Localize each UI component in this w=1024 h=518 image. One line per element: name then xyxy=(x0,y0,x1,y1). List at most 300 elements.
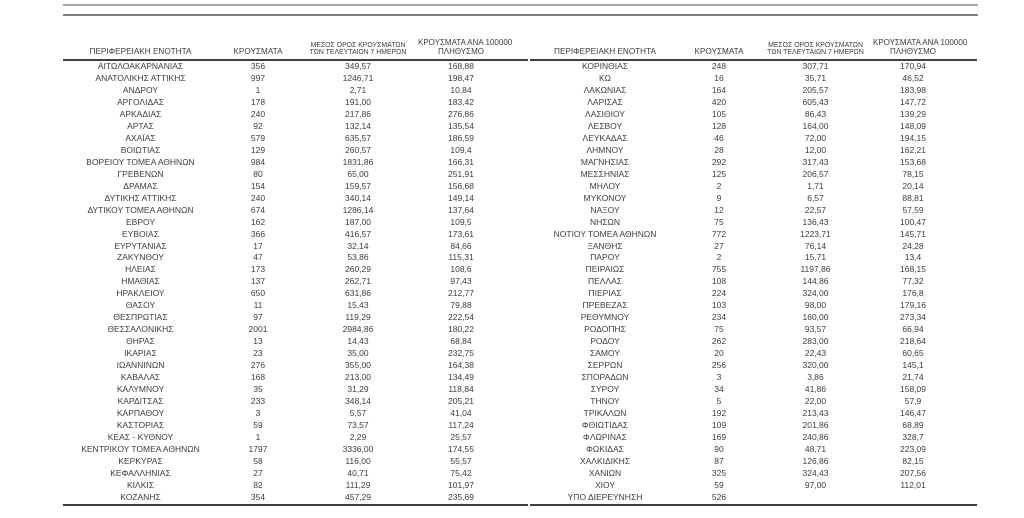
per-100k-value: 134,49 xyxy=(448,372,474,383)
avg-7day-value: 631,86 xyxy=(345,288,371,299)
per-100k-value: 82,15 xyxy=(902,455,924,466)
table-row xyxy=(63,205,528,217)
col-header-region: ΠΕΡΙΦΕΡΕΙΑΚΗ ΕΝΟΤΗΤΑ xyxy=(530,36,680,60)
avg-7day-value: 260,29 xyxy=(345,264,371,275)
per-100k-value: 13,4 xyxy=(904,252,922,263)
region-name: ΠΙΕΡΙΑΣ xyxy=(588,288,622,299)
per-100k-value: 101,97 xyxy=(448,479,474,490)
region-name: ΑΡΚΑΔΙΑΣ xyxy=(119,108,162,119)
tables-container xyxy=(63,36,977,506)
col-header-avg7-line2: ΤΩΝ ΤΕΛΕΥΤΑΙΩΝ 7 ΗΜΕΡΩΝ xyxy=(309,49,407,57)
avg-7day-value: 72,00 xyxy=(804,132,827,143)
cases-count: 1 xyxy=(255,432,261,442)
table-row xyxy=(63,229,528,241)
cases-count: 240 xyxy=(250,108,266,119)
table-row xyxy=(530,229,977,241)
table-row xyxy=(63,264,528,276)
avg-7day-value: 324,43 xyxy=(802,467,829,478)
table-row xyxy=(63,157,528,169)
per-100k-value: 112,01 xyxy=(900,479,926,490)
cases-count: 248 xyxy=(711,61,727,71)
cases-count: 325 xyxy=(711,467,727,478)
region-name: ΔΥΤΙΚΟΥ ΤΟΜΕΑ ΑΘΗΝΩΝ xyxy=(87,204,194,215)
region-name: ΠΕΙΡΑΙΩΣ xyxy=(585,264,625,275)
cases-count: 47 xyxy=(253,252,263,263)
per-100k-value: 149,14 xyxy=(448,192,474,203)
table-row xyxy=(530,121,977,133)
table-row xyxy=(530,169,977,181)
cases-count: 27 xyxy=(714,240,724,251)
cases-count: 997 xyxy=(250,72,266,83)
region-name: ΞΑΝΘΗΣ xyxy=(587,240,623,251)
table-row xyxy=(530,456,977,468)
region-name: ΑΡΤΑΣ xyxy=(127,120,154,131)
region-name: ΧΙΟΥ xyxy=(594,479,616,490)
table-row xyxy=(63,336,528,348)
region-name: ΣΑΜΟΥ xyxy=(589,348,620,359)
table-row xyxy=(63,73,528,85)
table-row xyxy=(530,480,977,492)
table-row xyxy=(530,85,977,97)
per-100k-value: 168,88 xyxy=(448,61,474,71)
table-row xyxy=(530,408,977,420)
cases-count: 58 xyxy=(253,455,263,466)
col-header-per100k xyxy=(873,36,977,60)
table-row xyxy=(63,121,528,133)
per-100k-value: 174,55 xyxy=(448,443,474,454)
table-row xyxy=(530,276,977,288)
table-row xyxy=(63,193,528,205)
avg-7day-value: 324,00 xyxy=(802,288,829,299)
per-100k-value: 100,47 xyxy=(900,216,926,227)
cases-count: 755 xyxy=(711,264,727,275)
cases-count: 1 xyxy=(255,84,261,95)
per-100k-value: 180,22 xyxy=(448,324,474,335)
table-row xyxy=(530,468,977,480)
table-row xyxy=(63,109,528,121)
region-name: ΕΒΡΟΥ xyxy=(125,216,155,227)
col-header-avg7-line1: ΜΕΣΟΣ ΟΡΟΣ ΚΡΟΥΣΜΑΤΩΝ xyxy=(768,41,863,49)
table-row xyxy=(530,145,977,157)
per-100k-value: 235,69 xyxy=(418,492,528,505)
region-name: ΚΑΛΥΜΝΟΥ xyxy=(116,384,165,395)
region-name: ΑΙΤΩΛΟΑΚΑΡΝΑΝΙΑΣ xyxy=(97,61,184,71)
cases-count: 262 xyxy=(711,336,727,347)
avg-7day-value: 86,43 xyxy=(804,108,827,119)
cases-count: 46 xyxy=(714,132,724,143)
avg-7day-value: 283,00 xyxy=(802,336,829,347)
table-row xyxy=(63,181,528,193)
region-name: ΘΗΡΑΣ xyxy=(126,336,155,347)
cases-count: 168 xyxy=(250,372,266,383)
region-name: ΛΗΜΝΟΥ xyxy=(586,144,624,155)
cases-count: 579 xyxy=(250,132,266,143)
table-header-right xyxy=(530,36,977,60)
region-name: ΚΩ xyxy=(598,72,612,83)
per-100k-value: 46,52 xyxy=(902,72,924,83)
avg-7day-value: 307,71 xyxy=(802,61,829,71)
per-100k-value: 164,38 xyxy=(448,360,474,371)
cases-count: 20 xyxy=(714,348,724,359)
region-name: ΚΕΦΑΛΛΗΝΙΑΣ xyxy=(110,467,171,478)
avg-7day-value: 355,00 xyxy=(345,360,371,371)
cases-count: 34 xyxy=(714,384,724,395)
avg-7day-value: 15,71 xyxy=(804,252,827,263)
avg-7day-value: 32,14 xyxy=(347,240,369,251)
per-100k-value: 84,66 xyxy=(450,240,472,251)
cases-count: 28 xyxy=(714,144,724,155)
avg-7day-value: 22,57 xyxy=(804,204,827,215)
cases-count: 125 xyxy=(711,168,727,179)
avg-7day-value: 40,71 xyxy=(347,467,369,478)
avg-7day-value: 187,00 xyxy=(345,216,371,227)
per-100k-value: 218,64 xyxy=(900,336,926,347)
cases-count: 92 xyxy=(253,120,263,131)
per-100k-value: 153,68 xyxy=(900,156,926,167)
region-name: ΥΠΟ ΔΙΕΡΕΥΝΗΣΗ xyxy=(530,492,680,505)
region-name: ΗΛΕΙΑΣ xyxy=(125,264,156,275)
per-100k-value: 20,14 xyxy=(902,180,924,191)
per-100k-value: 68,89 xyxy=(902,420,924,431)
per-100k-value: 194,15 xyxy=(900,132,926,143)
per-100k-value: 115,31 xyxy=(448,252,474,263)
cases-count: 9 xyxy=(716,192,722,203)
cases-count: 13 xyxy=(253,336,263,347)
cases-table-right xyxy=(530,36,977,506)
per-100k-value: 176,8 xyxy=(902,288,924,299)
avg-7day-value: 48,71 xyxy=(804,443,827,454)
table-row xyxy=(63,288,528,300)
region-name: ΑΝΑΤΟΛΙΚΗΣ ΑΤΤΙΚΗΣ xyxy=(95,72,186,83)
cases-count: 3 xyxy=(255,408,261,419)
region-name: ΘΕΣΠΡΩΤΙΑΣ xyxy=(113,312,168,323)
region-name: ΣΠΟΡΑΔΩΝ xyxy=(581,372,629,383)
cases-table-left xyxy=(63,36,528,506)
table-row xyxy=(63,408,528,420)
per-100k-value: 137,64 xyxy=(448,204,474,215)
region-name: ΣΥΡΟΥ xyxy=(590,384,620,395)
avg-7day-value: 348,14 xyxy=(345,396,371,407)
avg-7day-value: 132,14 xyxy=(345,120,371,131)
avg-7day-value: 164,00 xyxy=(802,120,829,131)
col-header-per100k xyxy=(418,36,528,60)
col-header-region: ΠΕΡΙΦΕΡΕΙΑΚΗ ΕΝΟΤΗΤΑ xyxy=(63,36,218,60)
cases-count: 108 xyxy=(711,276,727,287)
avg-7day-value: 205,57 xyxy=(802,84,829,95)
cases-count: 129 xyxy=(250,144,266,155)
avg-7day-value: 217,86 xyxy=(345,108,371,119)
table-row xyxy=(63,444,528,456)
per-100k-value: 25,57 xyxy=(450,432,472,442)
region-name: ΚΟΖΑΝΗΣ xyxy=(63,492,218,505)
per-100k-value: 207,56 xyxy=(900,467,926,478)
cases-count: 674 xyxy=(250,204,266,215)
per-100k-value: 10,84 xyxy=(450,84,472,95)
per-100k-value: 97,43 xyxy=(450,276,472,287)
region-name: ΜΥΚΟΝΟΥ xyxy=(583,192,627,203)
cases-count: 240 xyxy=(250,192,266,203)
avg-7day-value: 3,86 xyxy=(807,372,824,383)
table-row xyxy=(530,348,977,360)
avg-7day-value: 260,57 xyxy=(345,144,371,155)
table-row xyxy=(63,276,528,288)
col-header-per100k-line2: ΠΛΗΘΥΣΜΟ xyxy=(437,47,485,57)
table-row xyxy=(63,372,528,384)
per-100k-value: 108,6 xyxy=(450,264,472,275)
cases-count: 256 xyxy=(711,360,727,371)
region-name: ΧΑΝΙΩΝ xyxy=(588,467,622,478)
per-100k-value: 147,72 xyxy=(900,96,926,107)
per-100k-value: 135,54 xyxy=(448,120,474,131)
region-name: ΦΘΙΩΤΙΔΑΣ xyxy=(581,420,629,431)
avg-7day-value: 317,43 xyxy=(802,156,829,167)
table-row xyxy=(63,97,528,109)
region-name: ΠΡΕΒΕΖΑΣ xyxy=(582,300,628,311)
region-name: ΒΟΙΩΤΙΑΣ xyxy=(120,144,161,155)
cases-count: 526 xyxy=(680,492,758,505)
cases-count: 2 xyxy=(716,180,722,191)
top-divider-2 xyxy=(63,14,978,16)
cases-count: 984 xyxy=(250,156,266,167)
per-100k-value: 223,09 xyxy=(900,443,926,454)
avg-7day-value: 6,57 xyxy=(807,192,824,203)
table-row xyxy=(530,396,977,408)
col-header-per100k-line2: ΠΛΗΘΥΣΜΟ xyxy=(889,47,937,57)
region-name: ΛΑΡΙΣΑΣ xyxy=(587,96,623,107)
cases-count: 97 xyxy=(253,312,263,323)
table-row xyxy=(63,60,528,73)
region-name: ΛΕΥΚΑΔΑΣ xyxy=(582,132,628,143)
cases-count: 233 xyxy=(250,396,266,407)
per-100k-value: 232,75 xyxy=(448,348,474,359)
per-100k-value: 79,88 xyxy=(450,300,472,311)
region-name: ΧΑΛΚΙΔΙΚΗΣ xyxy=(579,455,631,466)
avg-7day-value: 262,71 xyxy=(345,276,371,287)
per-100k-value: 156,68 xyxy=(448,180,474,191)
region-name: ΒΟΡΕΙΟΥ ΤΟΜΕΑ ΑΘΗΝΩΝ xyxy=(86,156,195,167)
avg-7day-value: 1197,86 xyxy=(800,264,831,275)
cases-count: 3 xyxy=(716,372,722,383)
per-100k-value: 118,84 xyxy=(448,384,474,395)
cases-count: 173 xyxy=(250,264,266,275)
cases-count: 87 xyxy=(714,455,724,466)
table-row xyxy=(530,73,977,85)
col-header-per100k-line1: ΚΡΟΥΣΜΑΤΑ ΑΝΑ 100000 xyxy=(873,38,968,48)
cases-count: 27 xyxy=(253,467,263,478)
avg-7day-value: 111,29 xyxy=(345,479,371,490)
avg-7day-value: 635,57 xyxy=(345,132,371,143)
avg-7day-value: 1,71 xyxy=(807,180,824,191)
table-row xyxy=(530,193,977,205)
table-row xyxy=(530,288,977,300)
table-row xyxy=(530,217,977,229)
cases-count: 162 xyxy=(250,216,266,227)
cases-count: 90 xyxy=(714,443,724,454)
cases-count: 650 xyxy=(250,288,266,299)
top-divider-1 xyxy=(63,4,978,6)
table-row xyxy=(63,300,528,312)
cases-count: 80 xyxy=(253,168,263,179)
cases-count: 366 xyxy=(250,228,266,239)
table-row xyxy=(63,145,528,157)
avg-7day-value: 65,00 xyxy=(347,168,369,179)
table-row xyxy=(63,384,528,396)
region-name: ΘΕΣΣΑΛΟΝΙΚΗΣ xyxy=(107,324,174,335)
table-row xyxy=(63,456,528,468)
cases-count: 164 xyxy=(711,84,727,95)
region-name: ΡΟΔΟΠΗΣ xyxy=(584,324,626,335)
region-name: ΦΛΩΡΙΝΑΣ xyxy=(583,432,627,442)
per-100k-value: 41,04 xyxy=(450,408,472,419)
per-100k-value: 77,32 xyxy=(902,276,924,287)
region-name: ΙΩΑΝΝΙΝΩΝ xyxy=(116,360,165,371)
table-row xyxy=(63,240,528,252)
avg-7day-value: 119,29 xyxy=(345,312,371,323)
cases-count: 11 xyxy=(253,300,263,311)
avg-7day-value: 1223,71 xyxy=(800,228,831,239)
region-name: ΡΟΔΟΥ xyxy=(590,336,620,347)
per-100k-value: 145,71 xyxy=(900,228,926,239)
table-row xyxy=(530,360,977,372)
avg-7day-value: 3336,00 xyxy=(342,443,374,454)
region-name: ΑΝΔΡΟΥ xyxy=(122,84,159,95)
region-name: ΛΑΚΩΝΙΑΣ xyxy=(583,84,627,95)
cases-count: 137 xyxy=(250,276,266,287)
avg-7day-value: 201,86 xyxy=(802,420,829,431)
avg-7day-value: 1246,71 xyxy=(342,72,374,83)
per-100k-value: 276,86 xyxy=(448,108,474,119)
cases-count: 292 xyxy=(711,156,727,167)
avg-7day-value: 1831,86 xyxy=(342,156,374,167)
table-row xyxy=(63,492,528,505)
region-name: ΓΡΕΒΕΝΩΝ xyxy=(117,168,164,179)
avg-7day-value: 73,57 xyxy=(347,420,369,431)
per-100k-value: 68,84 xyxy=(450,336,472,347)
per-100k-value: 205,21 xyxy=(448,396,474,407)
avg-7day-value: 349,57 xyxy=(345,61,371,71)
table-row xyxy=(530,181,977,193)
cases-count: 12 xyxy=(714,204,724,215)
avg-7day-value: 144,86 xyxy=(802,276,829,287)
table-row xyxy=(530,205,977,217)
region-name: ΚΑΣΤΟΡΙΑΣ xyxy=(116,420,165,431)
region-name: ΠΑΡΟΥ xyxy=(590,252,620,263)
table-row xyxy=(63,217,528,229)
avg-7day-value: 340,14 xyxy=(345,192,371,203)
col-header-per100k-line1: ΚΡΟΥΣΜΑΤΑ ΑΝΑ 100000 xyxy=(418,38,513,48)
table-row xyxy=(63,396,528,408)
per-100k-value: 109,5 xyxy=(450,216,472,227)
per-100k-value: 183,98 xyxy=(900,84,926,95)
avg-7day-value: 53,86 xyxy=(347,252,369,263)
table-row xyxy=(530,252,977,264)
col-header-cases: ΚΡΟΥΣΜΑΤΑ xyxy=(680,36,758,60)
cases-count: 105 xyxy=(711,108,727,119)
table-row xyxy=(63,468,528,480)
cases-count: 16 xyxy=(714,72,724,83)
cases-count: 356 xyxy=(250,61,266,71)
avg-7day-value: 213,00 xyxy=(345,372,371,383)
region-name: ΚΑΒΑΛΑΣ xyxy=(120,372,161,383)
per-100k-value: 273,34 xyxy=(900,312,926,323)
region-name: ΘΑΣΟΥ xyxy=(125,300,156,311)
cases-count: 17 xyxy=(253,240,263,251)
region-name: ΚΑΡΔΙΤΣΑΣ xyxy=(117,396,164,407)
table-row xyxy=(530,432,977,444)
table-row xyxy=(63,133,528,145)
col-header-avg7-line1: ΜΕΣΟΣ ΟΡΟΣ ΚΡΟΥΣΜΑΤΩΝ xyxy=(310,41,406,49)
cases-count: 420 xyxy=(711,96,727,107)
region-name: ΛΕΣΒΟΥ xyxy=(587,120,623,131)
cases-count: 276 xyxy=(250,360,266,371)
per-100k-value: 168,15 xyxy=(900,264,926,275)
table-row xyxy=(530,60,977,73)
region-name: ΚΕΝΤΡΙΚΟΥ ΤΟΜΕΑ ΑΘΗΝΩΝ xyxy=(81,443,200,454)
table-row xyxy=(63,348,528,360)
table-body-left xyxy=(63,60,528,505)
table-row xyxy=(530,372,977,384)
region-name: ΚΕΡΚΥΡΑΣ xyxy=(118,455,163,466)
region-name: ΝΟΤΙΟΥ ΤΟΜΕΑ ΑΘΗΝΩΝ xyxy=(553,228,657,239)
cases-count: 109 xyxy=(711,420,727,431)
avg-7day-value: 206,57 xyxy=(802,168,829,179)
per-100k-value: 57,59 xyxy=(902,204,924,215)
avg-7day-value: 12,00 xyxy=(804,144,827,155)
col-header-avg7-line2: ΤΩΝ ΤΕΛΕΥΤΑΙΩΝ 7 ΗΜΕΡΩΝ xyxy=(767,49,864,57)
table-row xyxy=(530,324,977,336)
avg-7day-value: 97,00 xyxy=(804,479,827,490)
table-row xyxy=(530,133,977,145)
region-name: ΙΚΑΡΙΑΣ xyxy=(124,348,157,359)
region-name: ΔΡΑΜΑΣ xyxy=(123,180,158,191)
header-row xyxy=(530,36,977,60)
cases-count: 772 xyxy=(711,228,727,239)
region-name: ΣΕΡΡΩΝ xyxy=(587,360,623,371)
region-name: ΚΕΑΣ - ΚΥΘΝΟΥ xyxy=(107,432,174,442)
per-100k-value: 145,1 xyxy=(902,360,924,371)
region-name: ΚΙΛΚΙΣ xyxy=(127,479,154,490)
table-body-right xyxy=(530,60,977,505)
table-row xyxy=(530,384,977,396)
avg-7day-value: 41,86 xyxy=(804,384,827,395)
per-100k-value: 158,09 xyxy=(900,384,926,395)
per-100k-value: 109,4 xyxy=(450,144,472,155)
table-row xyxy=(530,240,977,252)
avg-7day-value: 5,57 xyxy=(349,408,367,419)
table-row xyxy=(63,169,528,181)
cases-count: 23 xyxy=(253,348,263,359)
region-name: ΡΕΘΥΜΝΟΥ xyxy=(580,312,630,323)
cases-count: 82 xyxy=(253,479,263,490)
table-row xyxy=(530,109,977,121)
avg-7day-value: 416,57 xyxy=(345,228,371,239)
per-100k-value: 166,31 xyxy=(448,156,474,167)
table-row xyxy=(63,85,528,97)
avg-7day-value: 136,43 xyxy=(802,216,829,227)
per-100k-value: 328,7 xyxy=(902,432,924,442)
cases-count: 354 xyxy=(218,492,298,505)
per-100k-value: 66,94 xyxy=(902,324,924,335)
header-row xyxy=(63,36,528,60)
per-100k-value: 251,91 xyxy=(448,168,474,179)
table-row xyxy=(530,336,977,348)
per-100k-value: 222,54 xyxy=(448,312,474,323)
region-name: ΦΩΚΙΔΑΣ xyxy=(586,443,624,454)
table-row xyxy=(63,360,528,372)
per-100k-value: 146,47 xyxy=(900,408,926,419)
cases-count: 169 xyxy=(711,432,727,442)
avg-7day-value xyxy=(758,492,873,505)
